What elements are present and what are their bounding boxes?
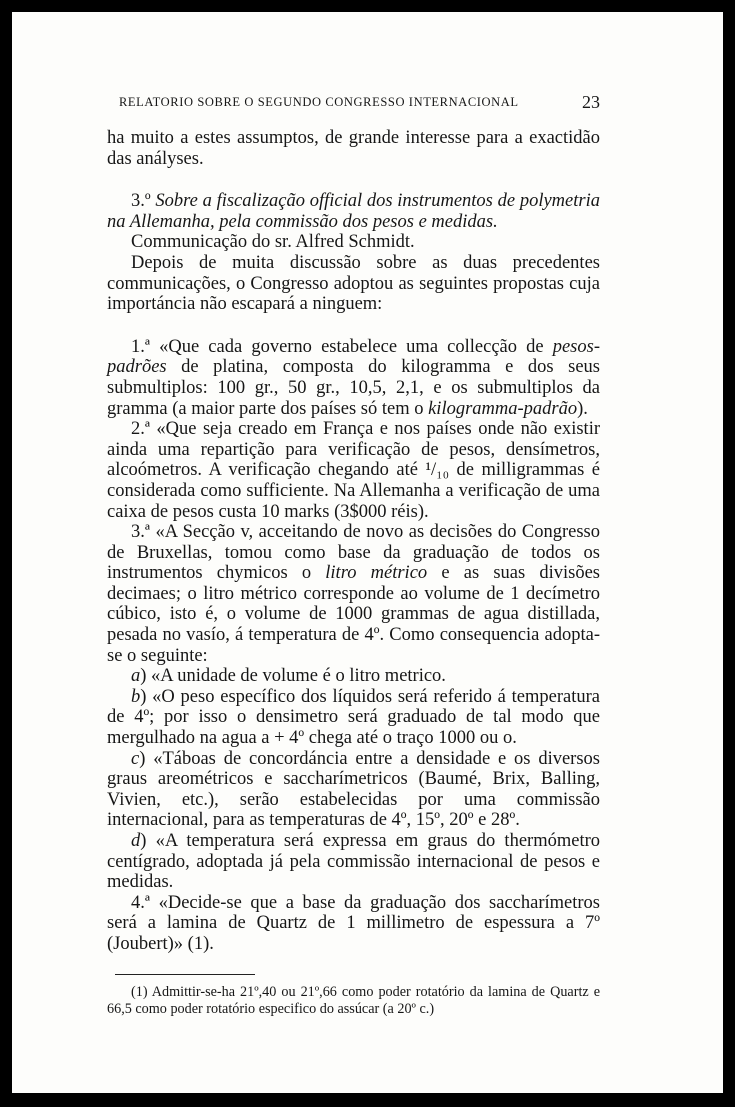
proposal-3-text-a: 3.ª «A Secção v, acceitando de novo as decisões do Congresso de Bruxellas, tomou como base da graduação de todos os instrumentos chymicos o — [107, 522, 600, 584]
item-c-label: c — [131, 748, 140, 769]
item-a-label: a — [131, 666, 141, 687]
proposal-2: 2.ª «Que seja creado em França e nos países onde não existir ainda uma repartição para verificação de pesos, densímetros, alcoómetros. A verificação chegando até ¹/₁₀ de milligrammas é considerada como sufficiente. Na Allemanha a verificação de uma caixa de pesos custa 10 marks (3$000 réis). — [107, 419, 600, 522]
proposal-4: 4.ª «Decide-se que a base da graduação dos saccharímetros será a lamina de Quartz de 1 millimetro de espessura a 7º (Joubert)» (1). — [107, 892, 600, 954]
item-b-label: b — [131, 686, 141, 707]
proposal-1-emphasis-a: pesos-padrões — [107, 336, 600, 378]
page-number: 23 — [582, 92, 600, 112]
proposal-3 — [107, 522, 600, 666]
book-page — [12, 12, 723, 1093]
proposal-3-emphasis: litro métrico — [325, 563, 428, 584]
item-c — [107, 749, 600, 831]
item-b — [107, 687, 600, 749]
section-title: Sobre a fiscalização official dos instrumentos de polymetria na Allemanha, pela commissão dos pesos e medidas. — [107, 191, 600, 232]
section-number: 3.º — [131, 191, 156, 212]
proposal-3-text-b: e as suas divisões decimaes; o litro métrico corresponde ao volume de 1 decímetro cúbico, isto é, o volume de 1000 grammas de agua distillada, pesada no vasío, á temperatura de 4º. Como consequencia adopta-se o seguinte: — [107, 563, 600, 666]
running-title: RELATORIO SOBRE O SEGUNDO CONGRESSO INTERNACIONAL — [119, 95, 519, 109]
running-header — [107, 90, 600, 114]
page-content — [107, 90, 600, 1018]
proposal-1 — [107, 337, 600, 419]
communication-credit: Communicação do sr. Alfred Schmidt. — [131, 232, 415, 253]
footnote-text: (1) Admittir-se-ha 21º,40 ou 21º,66 como poder rotatório da lamina de Quartz e 66,5 como poder rotatório especifico do assúcar (a 20º c.) — [107, 983, 600, 1017]
item-d — [107, 831, 600, 893]
section-heading — [107, 191, 600, 232]
proposal-1-text-c: ). — [577, 398, 588, 419]
proposal-1-text-a: 1.ª «Que cada governo estabelece uma collecção de — [131, 336, 553, 357]
proposal-1-emphasis-b: kilogramma-padrão — [428, 398, 578, 419]
footnote-rule — [115, 974, 255, 975]
item-d-text: ) «A temperatura será expressa em graus do thermómetro centígrado, adoptada já pela commissão internacional de pesos e medidas. — [107, 831, 600, 893]
paragraph-continuation: ha muito a estes assumptos, de grande interesse para a exactidão das anályses. — [107, 128, 600, 169]
footnote — [107, 984, 600, 1018]
proposal-1-text-b: de platina, composta do kilogramma e dos seus submultiplos: 100 gr., 50 gr., 10,5, 2,1, e os submultiplos da gramma (a maior parte dos países só tem o — [107, 357, 600, 419]
item-d-label: d — [131, 831, 141, 851]
item-c-text: ) «Táboas de concordáncia entre a densidade e os diversos graus areométricos e saccharímetricos (Baumé, Brix, Balling, Vivien, etc.), serão estabelecidas por uma commissão internacional, para as temperaturas de 4º, 15º, 20º e 28º. — [107, 748, 600, 831]
item-b-text: ) «O peso específico dos líquidos será referido á temperatura de 4º; por isso o densimetro será graduado de tal modo que mergulhado na agua a + 4º chega até o traço 1000 ou o. — [107, 686, 600, 749]
item-a-text: ) «A unidade de volume é o litro metrico. — [140, 666, 446, 687]
paragraph-intro: Depois de muita discussão sobre as duas precedentes communicações, o Congresso adoptou as seguintes propostas cuja importáncia não escapará a ninguem: — [107, 252, 600, 315]
body-text — [107, 128, 600, 955]
item-a — [107, 666, 600, 687]
